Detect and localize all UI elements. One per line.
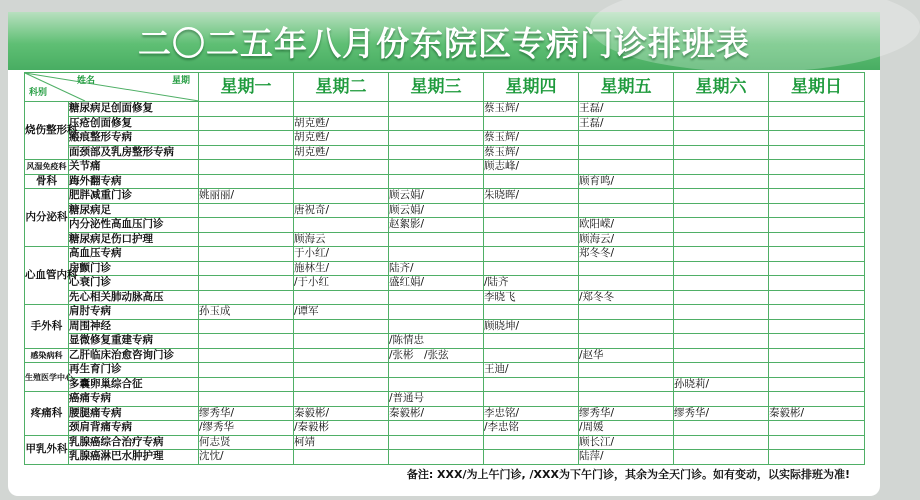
- doctor-cell: 蔡玉辉/: [484, 131, 579, 146]
- doctor-cell: 孙晓莉/: [674, 377, 769, 392]
- doctor-cell: [579, 319, 674, 334]
- doctor-cell: [674, 290, 769, 305]
- doctor-cell: [199, 261, 294, 276]
- doctor-cell: [294, 450, 389, 465]
- doctor-cell: [294, 218, 389, 233]
- table-row: [25, 421, 865, 436]
- doctor-cell: [294, 319, 389, 334]
- doctor-cell: /于小红: [294, 276, 389, 291]
- doctor-cell: [199, 276, 294, 291]
- doctor-cell: 柯靖: [294, 435, 389, 450]
- doctor-cell: [199, 131, 294, 146]
- doctor-cell: [389, 174, 484, 189]
- doctor-cell: [389, 145, 484, 160]
- doctor-cell: [389, 377, 484, 392]
- doctor-cell: 缪秀华/: [579, 406, 674, 421]
- doctor-cell: [769, 131, 865, 146]
- doctor-cell: [769, 421, 865, 436]
- disease-cell: 瘢痕整形专病: [69, 131, 199, 146]
- doctor-cell: 顾长江/: [579, 435, 674, 450]
- table-row: [25, 319, 865, 334]
- doctor-cell: [769, 290, 865, 305]
- table-row: [25, 203, 865, 218]
- table-row: [25, 247, 865, 262]
- table-row: [25, 160, 865, 175]
- disease-cell: 肩肘专病: [69, 305, 199, 320]
- doctor-cell: 王磊/: [579, 102, 674, 117]
- doctor-cell: [579, 392, 674, 407]
- doctor-cell: [674, 305, 769, 320]
- department-cell: 风湿免疫科: [25, 160, 69, 175]
- disease-cell: 颈肩背痛专病: [69, 421, 199, 436]
- doctor-cell: [199, 116, 294, 131]
- doctor-cell: [389, 160, 484, 175]
- doctor-cell: [579, 145, 674, 160]
- doctor-cell: [674, 348, 769, 363]
- doctor-cell: [484, 334, 579, 349]
- doctor-cell: [579, 363, 674, 378]
- doctor-cell: [199, 290, 294, 305]
- table-row: [25, 131, 865, 146]
- dept-label: 科别: [29, 88, 48, 98]
- department-cell: 内分泌科: [25, 189, 69, 247]
- day-header: 星期五: [579, 73, 674, 102]
- disease-cell: 多囊卵巢综合征: [69, 377, 199, 392]
- disease-cell: 乳腺癌淋巴水肿护理: [69, 450, 199, 465]
- disease-cell: 周围神经: [69, 319, 199, 334]
- doctor-cell: [389, 232, 484, 247]
- doctor-cell: [294, 392, 389, 407]
- department-cell: 烧伤整形科: [25, 102, 69, 160]
- doctor-cell: 何志贤: [199, 435, 294, 450]
- doctor-cell: [674, 392, 769, 407]
- doctor-cell: [389, 131, 484, 146]
- department-cell: 甲乳外科: [25, 435, 69, 464]
- doctor-cell: [199, 334, 294, 349]
- doctor-cell: [199, 392, 294, 407]
- doctor-cell: 郑冬冬/: [579, 247, 674, 262]
- table-row: [25, 261, 865, 276]
- doctor-cell: [199, 218, 294, 233]
- doctor-cell: [199, 203, 294, 218]
- doctor-cell: [389, 421, 484, 436]
- doctor-cell: [199, 145, 294, 160]
- doctor-cell: [674, 203, 769, 218]
- doctor-cell: [674, 102, 769, 117]
- doctor-cell: [484, 247, 579, 262]
- table-row: [25, 305, 865, 320]
- doctor-cell: /秦毅彬: [294, 421, 389, 436]
- day-header: 星期三: [389, 73, 484, 102]
- doctor-cell: 秦毅彬/: [769, 406, 865, 421]
- doctor-cell: [769, 160, 865, 175]
- doctor-cell: [389, 102, 484, 117]
- doctor-cell: [674, 276, 769, 291]
- disease-cell: 糖尿病足: [69, 203, 199, 218]
- doctor-cell: 顾海云/: [579, 232, 674, 247]
- doctor-cell: [674, 189, 769, 204]
- disease-cell: 内分泌性高血压门诊: [69, 218, 199, 233]
- doctor-cell: [484, 377, 579, 392]
- doctor-cell: 胡克甦/: [294, 116, 389, 131]
- doctor-cell: [294, 189, 389, 204]
- doctor-cell: [199, 247, 294, 262]
- doctor-cell: [769, 116, 865, 131]
- doctor-cell: [769, 102, 865, 117]
- doctor-cell: 缪秀华/: [199, 406, 294, 421]
- doctor-cell: [674, 131, 769, 146]
- department-cell: 骨科: [25, 174, 69, 189]
- department-cell: 生殖医学中心: [25, 363, 69, 392]
- disease-cell: 腰腿痛专病: [69, 406, 199, 421]
- day-header: 星期一: [199, 73, 294, 102]
- day-header: 星期四: [484, 73, 579, 102]
- table-row: [25, 102, 865, 117]
- doctor-cell: /张彬 /张弦: [389, 348, 484, 363]
- department-cell: 疼痛科: [25, 392, 69, 436]
- doctor-cell: [674, 160, 769, 175]
- schedule-table: [24, 72, 865, 465]
- doctor-cell: [674, 334, 769, 349]
- disease-cell: 糖尿病足伤口护理: [69, 232, 199, 247]
- doctor-cell: 顾云娟/: [389, 189, 484, 204]
- page-title: 二〇二五年八月份东院区专病门诊排班表: [138, 24, 750, 63]
- table-row: [25, 218, 865, 233]
- doctor-cell: [484, 218, 579, 233]
- doctor-cell: [484, 450, 579, 465]
- doctor-cell: [674, 116, 769, 131]
- doctor-cell: [294, 363, 389, 378]
- day-header: 星期六: [674, 73, 769, 102]
- doctor-cell: [389, 319, 484, 334]
- doctor-cell: [294, 290, 389, 305]
- department-cell: 心血管内科: [25, 247, 69, 305]
- doctor-cell: [769, 348, 865, 363]
- disease-cell: 高血压专病: [69, 247, 199, 262]
- doctor-cell: 赵絮影/: [389, 218, 484, 233]
- doctor-cell: [769, 435, 865, 450]
- disease-cell: 先心相关肺动脉高压: [69, 290, 199, 305]
- doctor-cell: 陆萍/: [579, 450, 674, 465]
- doctor-cell: [484, 435, 579, 450]
- doctor-cell: 陆齐/: [389, 261, 484, 276]
- doctor-cell: [484, 305, 579, 320]
- disease-cell: 关节痛: [69, 160, 199, 175]
- doctor-cell: 于小红/: [294, 247, 389, 262]
- doctor-cell: [674, 450, 769, 465]
- doctor-cell: [769, 276, 865, 291]
- doctor-cell: [769, 232, 865, 247]
- table-row: [25, 116, 865, 131]
- doctor-cell: [769, 377, 865, 392]
- doctor-cell: 王迪/: [484, 363, 579, 378]
- table-row: [25, 435, 865, 450]
- doctor-cell: [769, 363, 865, 378]
- doctor-cell: [294, 160, 389, 175]
- doctor-cell: 李晓飞: [484, 290, 579, 305]
- disease-cell: 癌痛专病: [69, 392, 199, 407]
- doctor-cell: [484, 348, 579, 363]
- doctor-cell: [674, 363, 769, 378]
- table-row: [25, 450, 865, 465]
- doctor-cell: [484, 232, 579, 247]
- doctor-cell: [199, 160, 294, 175]
- doctor-cell: [674, 232, 769, 247]
- doctor-cell: [484, 261, 579, 276]
- doctor-cell: [674, 145, 769, 160]
- doctor-cell: [199, 319, 294, 334]
- doctor-cell: [579, 131, 674, 146]
- doctor-cell: [199, 102, 294, 117]
- doctor-cell: 顾海云: [294, 232, 389, 247]
- doctor-cell: 顾志峰/: [484, 160, 579, 175]
- doctor-cell: [199, 174, 294, 189]
- doctor-cell: [484, 116, 579, 131]
- doctor-cell: [484, 392, 579, 407]
- doctor-cell: /赵华: [579, 348, 674, 363]
- doctor-cell: [674, 174, 769, 189]
- doctor-cell: [769, 392, 865, 407]
- doctor-cell: [389, 435, 484, 450]
- doctor-cell: 欧阳嵘/: [579, 218, 674, 233]
- doctor-cell: [769, 174, 865, 189]
- disease-cell: 面颈部及乳房整形专病: [69, 145, 199, 160]
- doctor-cell: [294, 377, 389, 392]
- doctor-cell: /谭军: [294, 305, 389, 320]
- doctor-cell: /李忠铭: [484, 421, 579, 436]
- doctor-cell: [484, 174, 579, 189]
- doctor-cell: [674, 218, 769, 233]
- doctor-cell: 盛红娟/: [389, 276, 484, 291]
- doctor-cell: /郑冬冬: [579, 290, 674, 305]
- doctor-cell: [389, 290, 484, 305]
- disease-cell: 显微修复重建专病: [69, 334, 199, 349]
- doctor-cell: /缪秀华: [199, 421, 294, 436]
- table-row: [25, 348, 865, 363]
- header-corner: [25, 73, 199, 102]
- doctor-cell: [389, 247, 484, 262]
- disease-cell: 心衰门诊: [69, 276, 199, 291]
- doctor-cell: [389, 363, 484, 378]
- doctor-cell: /陆齐: [484, 276, 579, 291]
- table-row: [25, 290, 865, 305]
- doctor-cell: [294, 348, 389, 363]
- schedule-board: [8, 12, 880, 496]
- table-row: [25, 232, 865, 247]
- doctor-cell: [579, 160, 674, 175]
- doctor-cell: /周媛: [579, 421, 674, 436]
- doctor-cell: [769, 261, 865, 276]
- weekday-label: 星期: [171, 76, 190, 86]
- doctor-cell: 蔡玉辉/: [484, 145, 579, 160]
- doctor-cell: [389, 450, 484, 465]
- doctor-cell: [294, 174, 389, 189]
- doctor-cell: [579, 203, 674, 218]
- doctor-cell: /陈情忠: [389, 334, 484, 349]
- doctor-cell: [769, 189, 865, 204]
- doctor-cell: [294, 334, 389, 349]
- table-row: [25, 174, 865, 189]
- disease-cell: 压疮创面修复: [69, 116, 199, 131]
- disease-cell: 肥胖减重门诊: [69, 189, 199, 204]
- doctor-cell: [579, 261, 674, 276]
- table-row: [25, 276, 865, 291]
- doctor-cell: 顾育鸣/: [579, 174, 674, 189]
- doctor-cell: 蔡玉辉/: [484, 102, 579, 117]
- department-cell: 感染病科: [25, 348, 69, 363]
- day-header: 星期日: [769, 73, 865, 102]
- disease-cell: 乙肝临床治愈咨询门诊: [69, 348, 199, 363]
- table-row: [25, 377, 865, 392]
- doctor-cell: [199, 348, 294, 363]
- doctor-cell: 姚丽丽/: [199, 189, 294, 204]
- doctor-cell: [769, 319, 865, 334]
- doctor-cell: 唐祝奇/: [294, 203, 389, 218]
- doctor-cell: [579, 276, 674, 291]
- doctor-cell: [769, 334, 865, 349]
- doctor-cell: 秦毅彬/: [389, 406, 484, 421]
- doctor-cell: [484, 203, 579, 218]
- doctor-cell: [769, 450, 865, 465]
- footer-note: 备注: XXX/为上午门诊, /XXX为下午门诊，其余为全天门诊。如有变动，以实际排班为准!: [406, 468, 850, 481]
- table-row: [25, 392, 865, 407]
- name-label: 姓名: [77, 76, 96, 86]
- doctor-cell: [769, 218, 865, 233]
- table-row: [25, 189, 865, 204]
- doctor-cell: 朱晓晖/: [484, 189, 579, 204]
- table-row: [25, 406, 865, 421]
- doctor-cell: [769, 305, 865, 320]
- doctor-cell: 孙玉成: [199, 305, 294, 320]
- disease-cell: 房颤门诊: [69, 261, 199, 276]
- doctor-cell: [674, 319, 769, 334]
- table-row: [25, 145, 865, 160]
- doctor-cell: [579, 305, 674, 320]
- doctor-cell: [579, 334, 674, 349]
- doctor-cell: [199, 232, 294, 247]
- doctor-cell: [674, 421, 769, 436]
- doctor-cell: 胡克甦/: [294, 131, 389, 146]
- doctor-cell: [389, 116, 484, 131]
- doctor-cell: [199, 363, 294, 378]
- doctor-cell: [579, 189, 674, 204]
- doctor-cell: [769, 203, 865, 218]
- doctor-cell: 施林生/: [294, 261, 389, 276]
- table-row: [25, 363, 865, 378]
- day-header: 星期二: [294, 73, 389, 102]
- doctor-cell: [674, 261, 769, 276]
- doctor-cell: [199, 377, 294, 392]
- doctor-cell: [389, 305, 484, 320]
- doctor-cell: 李忠铭/: [484, 406, 579, 421]
- doctor-cell: 秦毅彬/: [294, 406, 389, 421]
- disease-cell: 踇外翻专病: [69, 174, 199, 189]
- doctor-cell: 顾晓坤/: [484, 319, 579, 334]
- disease-cell: 再生育门诊: [69, 363, 199, 378]
- doctor-cell: 王磊/: [579, 116, 674, 131]
- doctor-cell: [769, 145, 865, 160]
- doctor-cell: 沈忱/: [199, 450, 294, 465]
- disease-cell: 乳腺癌综合治疗专病: [69, 435, 199, 450]
- doctor-cell: 胡克甦/: [294, 145, 389, 160]
- doctor-cell: [674, 247, 769, 262]
- doctor-cell: [674, 435, 769, 450]
- disease-cell: 糖尿病足创面修复: [69, 102, 199, 117]
- doctor-cell: 缪秀华/: [674, 406, 769, 421]
- doctor-cell: [579, 377, 674, 392]
- doctor-cell: /普通号: [389, 392, 484, 407]
- doctor-cell: 顾云娟/: [389, 203, 484, 218]
- department-cell: 手外科: [25, 305, 69, 349]
- doctor-cell: [294, 102, 389, 117]
- doctor-cell: [769, 247, 865, 262]
- table-row: [25, 334, 865, 349]
